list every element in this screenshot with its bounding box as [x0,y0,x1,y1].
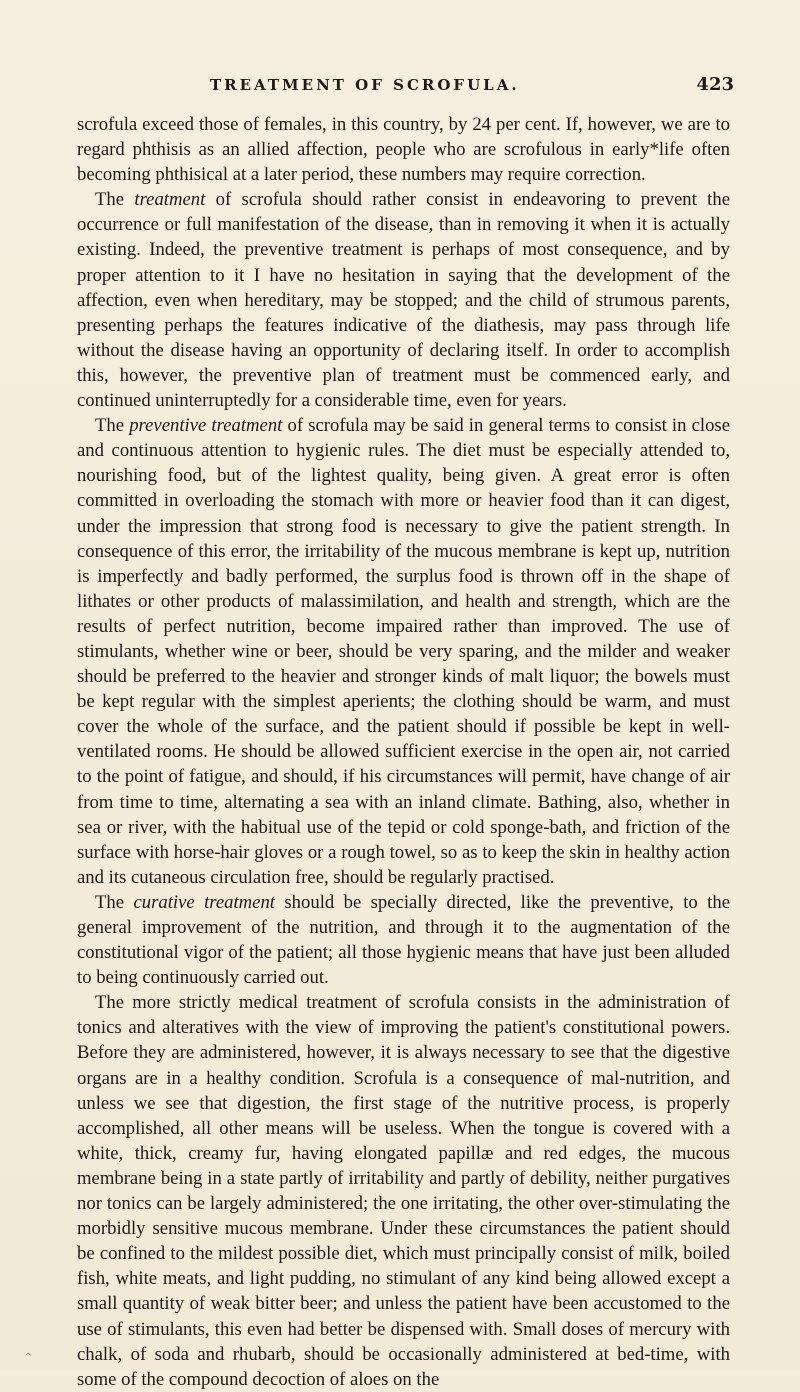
paragraph-text: scrofula exceed those of females, in this country, by 24 per cent. If, however, we are to regard phthisis as an allied affection, people who are scrofulous in early*life often becoming phthisical at a later period, these numbers may require correction. [77,114,730,186]
paragraph-lead: The [95,415,130,437]
running-head [60,76,740,100]
paragraph-emphasis: curative treatment [133,891,275,913]
paragraph-text: The more strictly medical treatment of scrofula consists in the administration of tonics and alteratives with the view of improving the patient's constitutional powers. Before they are administered, however, it is always necessary to see that the digestive organs are in a healthy condition. Scrofula is a consequence of mal-nutrition, and unless we see that digestion, the first stage of the nutritive process, is properly accomplished, all other means will be useless. When the tongue is covered with a white, thick, creamy fur, having elongated papillæ and red edges, the mucous membrane being in a state partly of irritability and partly of debility, neither purgatives nor tonics can be largely administered; the one irritating, the other over-stimulating the morbidly sensitive mucous membrane. Under these circumstances the patient should be confined to the mildest possible diet, which must principally consist of milk, boiled fish, white meats, and light pudding, no stimulant of any kind being allowed except a small quantity of weak bitter beer; and unless the patient have been accustomed to the use of stimulants, this even had better be dispensed with. Small doses of mercury with chalk, of soda and rhubarb, should be occasionally administered at bed-time, with some of the compound decoction of aloes on the [77,992,730,1390]
paragraph-medical-treatment [77,990,730,1392]
paragraph-preventive-treatment [77,413,730,890]
paragraph-emphasis: treatment [134,189,206,211]
paragraph-text: should be specially directed, like the preventive, to the general improvement of the nutrition, and through it to the augmentation of the constitutional vigor of the patient; all those hygienic means that have just been alluded to being continuously carried out. [77,891,730,989]
running-title: TREATMENT OF SCROFULA. [210,76,520,94]
body-text [77,112,730,1392]
paragraph-text: of scrofula should rather consist in endeavoring to prevent the occurrence or full manifestation of the disease, than in removing it when it is actually existing. Indeed, the preventive treatment is perhaps of most consequence, and by proper attention to it I have no hesitation in saying that the development of the affection, even when hereditary, may be stopped; and the child of strumous parents, presenting perhaps the features indicative of the diathesis, may pass through life without the disease having an opportunity of declaring itself. In order to accomplish this, however, the preventive plan of treatment must be commenced early, and continued uninterruptedly for a considerable time, even for years. [77,189,730,412]
paragraph-continuation [77,112,730,187]
paragraph-text: of scrofula may be said in general terms to consist in close and continuous attention to hygienic rules. The diet must be especially attended to, nourishing food, but of the lightest quality, being given. A great error is often committed in overloading the stomach with more or heavier food than it can digest, under the impression that strong food is necessary to give the patient strength. In consequence of this error, the irritability of the mucous membrane is kept up, nutrition is imperfectly and badly performed, the surplus food is thrown off in the shape of lithates or other products of malassimilation, and health and strength, which are the results of perfect nutrition, become impaired rather than improved. The use of stimulants, whether wine or beer, should be very sparing, and the milder and weaker should be preferred to the heavier and stronger kinds of malt liquor; the bowels must be kept regular with the simplest aperients; the clothing should be warm, and must cover the whole of the surface, and the patient should if possible be kept in well-ventilated rooms. He should be allowed sufficient exercise in the open air, not carried to the point of fatigue, and should, if his circumstances will permit, have change of air from time to time, alternating a sea with an inland climate. Bathing, also, whether in sea or river, with the habitual use of the tepid or cold sponge-bath, and friction of the surface with horse-hair gloves or a rough towel, so as to keep the skin in healthy action and its cutaneous circulation free, should be regularly practised. [77,415,730,888]
page-number: 423 [696,74,734,95]
paragraph-emphasis: preventive treatment [129,415,283,437]
paragraph-treatment [77,187,730,413]
paragraph-lead: The [95,891,134,913]
margin-speck: ^ [24,1352,33,1363]
paragraph-curative-treatment [77,890,730,990]
paragraph-lead: The [95,189,135,211]
